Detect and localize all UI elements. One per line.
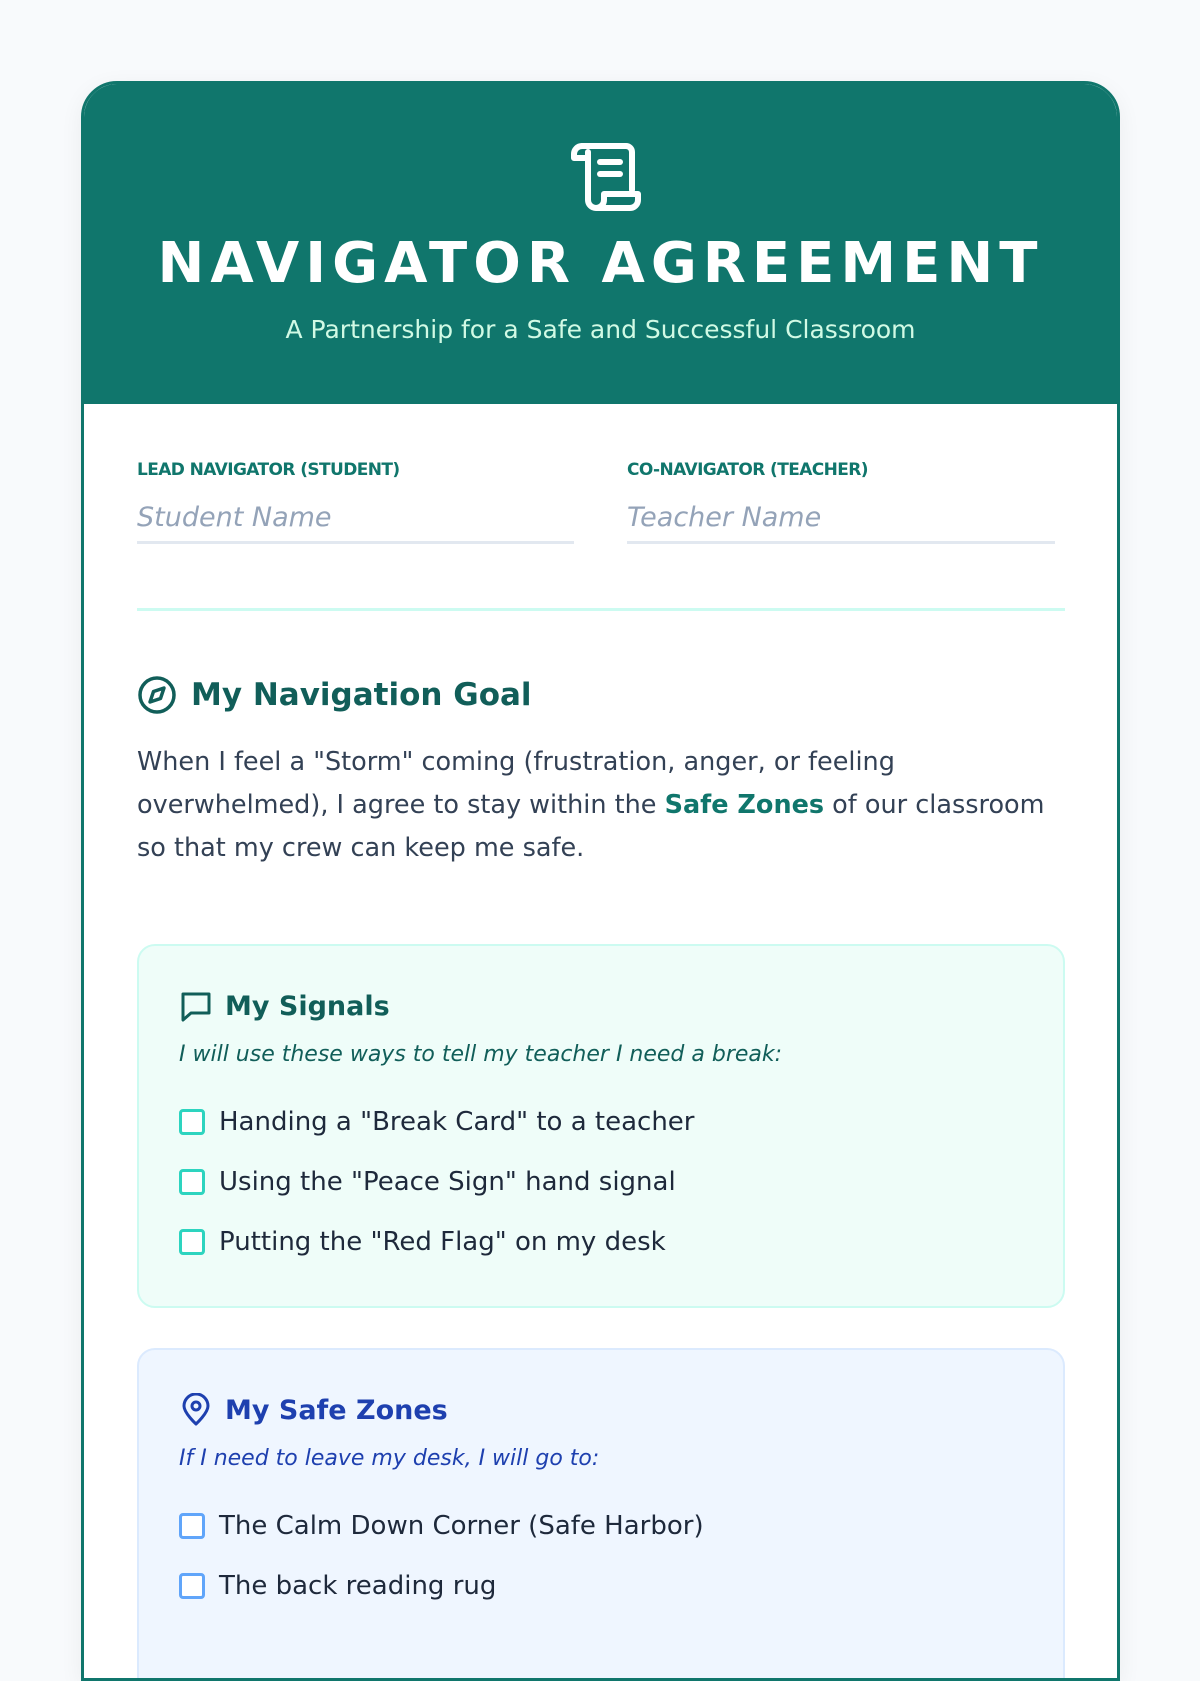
agreement-card [81,81,1120,1681]
signal-item[interactable] [179,1152,1023,1212]
checkbox[interactable] [179,1513,205,1539]
zones-heading [179,1390,1023,1430]
map-pin-icon [179,1393,213,1427]
compass-icon [137,675,177,715]
chat-bubble-icon [179,989,213,1023]
header [84,84,1117,404]
zone-item[interactable] [179,1556,1023,1616]
goal-text [137,741,1077,870]
checkbox[interactable] [179,1109,205,1135]
page-subtitle: A Partnership for a Safe and Successful Classroom [285,315,916,344]
teacher-name-label: CO-NAVIGATOR (TEACHER) [627,460,868,480]
goal-text-end: of our classroom so that my crew can keep me safe. [137,790,1045,863]
goal-text-highlight: Safe Zones [664,790,825,820]
goal-heading [137,675,532,715]
zone-item-label: The back reading rug [219,1571,497,1601]
signal-item-label: Handing a "Break Card" to a teacher [219,1107,695,1137]
goal-text-start: When I feel a "Storm" coming (frustration, anger, or feeling overwhelmed), I agree to stay within the [137,747,895,820]
student-name-label: LEAD NAVIGATOR (STUDENT) [137,460,400,480]
signals-list [179,1092,1023,1272]
signals-panel [137,944,1065,1308]
goal-title: My Navigation Goal [191,677,532,713]
signals-subtitle: I will use these ways to tell my teacher I need a break: [179,1042,783,1067]
checkbox[interactable] [179,1229,205,1255]
zones-subtitle: If I need to leave my desk, I will go to: [179,1446,600,1471]
zones-title: My Safe Zones [225,1394,448,1426]
signal-item[interactable] [179,1092,1023,1152]
teacher-name-input[interactable] [627,494,1055,544]
page-title: NAVIGATOR AGREEMENT [157,231,1044,296]
safe-zones-panel [137,1348,1065,1681]
zones-list [179,1496,1023,1616]
student-name-input[interactable] [137,494,574,544]
signal-item[interactable] [179,1212,1023,1272]
checkbox[interactable] [179,1573,205,1599]
signals-heading [179,986,1023,1026]
zone-item[interactable] [179,1496,1023,1556]
section-divider [137,608,1065,611]
signal-item-label: Putting the "Red Flag" on my desk [219,1227,666,1257]
checkbox[interactable] [179,1169,205,1195]
zone-item-label: The Calm Down Corner (Safe Harbor) [219,1511,704,1541]
signals-title: My Signals [225,990,390,1022]
signal-item-label: Using the "Peace Sign" hand signal [219,1167,676,1197]
scroll-icon [564,140,644,212]
